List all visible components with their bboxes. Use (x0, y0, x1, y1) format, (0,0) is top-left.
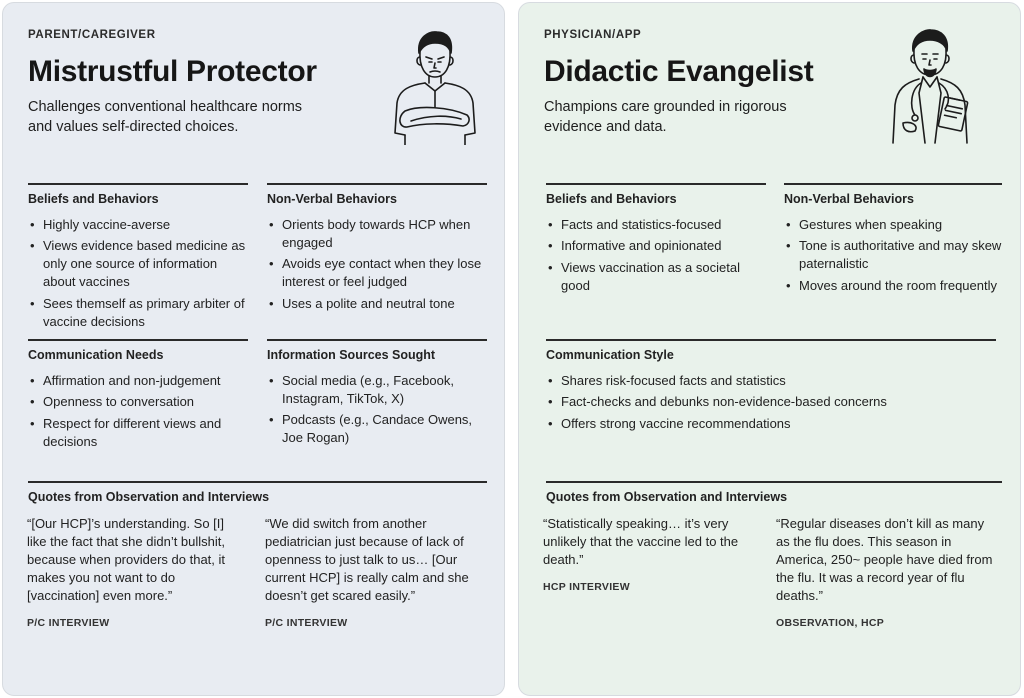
section-divider (546, 481, 1002, 483)
quote-text: “Statistically speaking… it’s very unlikely that the vaccine led to the death.” (543, 516, 739, 567)
section-divider (267, 183, 487, 185)
persona-card-physician (518, 2, 1021, 696)
beliefs-section (28, 183, 248, 334)
quote-text: “[Our HCP]’s understanding. So [I] like the fact that she didn’t bullshit, because when providers do that, it makes you not want to do [vaccination] even more.” (27, 516, 226, 603)
list-item: • Sees themself as primary arbiter of vaccine decisions (28, 295, 248, 331)
section-divider (28, 183, 248, 185)
quotes-section (28, 481, 487, 504)
beliefs-list (28, 216, 248, 331)
list-item: • Shares risk-focused facts and statistics (546, 372, 996, 390)
list-item: • Respect for different views and decisions (28, 415, 248, 451)
persona-subtitle: Champions care grounded in rigorous evidence and data. (544, 99, 787, 135)
section-heading: Beliefs and Behaviors (28, 191, 159, 206)
quote-block (543, 515, 743, 596)
section-heading: Quotes from Observation and Interviews (28, 489, 270, 504)
nonverbal-section (784, 183, 1002, 298)
parent-arms-crossed-icon (389, 27, 479, 145)
beliefs-section (546, 183, 766, 298)
quote-block (27, 515, 239, 632)
quote-source: P/C INTERVIEW (27, 617, 110, 629)
persona-role-label: PHYSICIAN/APP (544, 29, 642, 41)
list-item: • Views evidence based medicine as only one source of information about vaccines (28, 237, 248, 291)
list-item: • Uses a polite and neutral tone (267, 295, 487, 313)
nonverbal-list (784, 216, 1002, 295)
list-item: • Offers strong vaccine recommendations (546, 415, 996, 433)
list-item: • Orients body towards HCP when engaged (267, 216, 487, 252)
quote-source: P/C INTERVIEW (265, 617, 348, 629)
section-heading: Quotes from Observation and Interviews (546, 489, 788, 504)
section-divider (267, 339, 487, 341)
list-item: • Gestures when speaking (784, 216, 1002, 234)
section-heading: Information Sources Sought (267, 347, 436, 362)
list-item: • Affirmation and non-judgement (28, 372, 248, 390)
section-divider (546, 339, 996, 341)
quote-block (265, 515, 485, 632)
list-item: • Tone is authoritative and may skew paternalistic (784, 237, 1002, 273)
persona-title: Mistrustful Protector (28, 55, 317, 88)
nonverbal-list (267, 216, 487, 313)
quote-block (776, 515, 998, 632)
list-item: • Avoids eye contact when they lose interest or feel judged (267, 255, 487, 291)
persona-title: Didactic Evangelist (544, 55, 814, 88)
section-heading: Non-Verbal Behaviors (267, 191, 397, 206)
list-item: • Podcasts (e.g., Candace Owens, Joe Rogan) (267, 411, 487, 447)
communication-needs-section (28, 339, 248, 454)
section-heading: Non-Verbal Behaviors (784, 191, 914, 206)
list-item: • Openness to conversation (28, 393, 248, 411)
needs-list (28, 372, 248, 451)
list-item: • Informative and opinionated (546, 237, 766, 255)
list-item: • Moves around the room frequently (784, 277, 1002, 295)
quote-source: HCP INTERVIEW (543, 581, 630, 593)
list-item: • Social media (e.g., Facebook, Instagram, TikTok, X) (267, 372, 487, 408)
section-divider (28, 481, 487, 483)
section-heading: Communication Style (546, 347, 674, 362)
quote-source: OBSERVATION, HCP (776, 617, 885, 629)
list-item: • Fact-checks and debunks non-evidence-based concerns (546, 393, 996, 411)
beliefs-list (546, 216, 766, 295)
physician-clipboard-icon (885, 27, 975, 145)
persona-subtitle: Challenges conventional healthcare norms and values self-directed choices. (28, 99, 303, 135)
sources-list (267, 372, 487, 448)
style-list (546, 372, 996, 433)
list-item: • Highly vaccine-averse (28, 216, 248, 234)
section-divider (28, 339, 248, 341)
section-divider (546, 183, 766, 185)
list-item: • Facts and statistics-focused (546, 216, 766, 234)
section-heading: Communication Needs (28, 347, 164, 362)
quote-text: “Regular diseases don’t kill as many as the flu does. This season in America, 250~ people have died from the flu. It was a record year of flu deaths.” (776, 516, 993, 603)
list-item: • Views vaccination as a societal good (546, 259, 766, 295)
section-heading: Beliefs and Behaviors (546, 191, 677, 206)
quotes-section (546, 481, 1002, 504)
nonverbal-section (267, 183, 487, 316)
quote-text: “We did switch from another pediatrician just because of lack of openness to just talk to us… [Our current HCP] is really calm and she doesn’t get scared easily.” (265, 516, 469, 603)
section-divider (784, 183, 1002, 185)
communication-style-section (546, 339, 996, 436)
information-sources-section (267, 339, 487, 451)
persona-card-parent (2, 2, 505, 696)
persona-role-label: PARENT/CAREGIVER (28, 29, 156, 41)
